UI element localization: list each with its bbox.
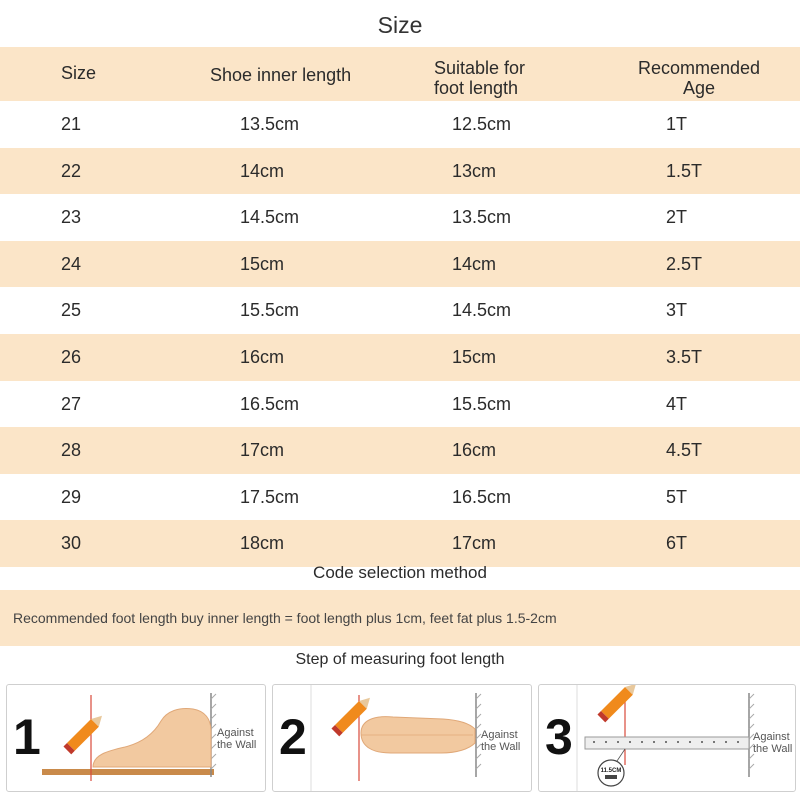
cell-foot-length: 14.5cm [452, 300, 512, 321]
step-panel-3 [538, 684, 796, 792]
cell-inner-length: 18cm [240, 533, 285, 554]
cell-inner-length: 16cm [240, 346, 285, 367]
table-row [0, 194, 800, 241]
wall-label: Against the Wall [753, 731, 793, 755]
cell-size: 22 [61, 160, 82, 181]
table-row [0, 520, 800, 567]
table-row [0, 427, 800, 474]
cell-foot-length: 17cm [452, 533, 497, 554]
header-recommended-age: Recommended Age [637, 58, 761, 98]
cell-age: 3T [666, 300, 688, 321]
cell-age: 5T [666, 486, 688, 507]
cell-size: 25 [61, 300, 82, 321]
cell-inner-length: 17.5cm [240, 486, 300, 507]
table-row [0, 101, 800, 148]
tip-band [0, 590, 800, 646]
cell-age: 4T [666, 393, 688, 414]
cell-foot-length: 16cm [452, 440, 497, 461]
cell-inner-length: 15cm [240, 253, 285, 274]
cell-foot-length: 13cm [452, 160, 497, 181]
cell-age: 3.5T [666, 346, 703, 367]
cell-foot-length: 13.5cm [452, 207, 512, 228]
cell-foot-length: 14cm [452, 253, 497, 274]
cell-inner-length: 14cm [240, 160, 285, 181]
cell-age: 6T [666, 533, 688, 554]
header-foot-length: Suitable for foot length [434, 58, 526, 98]
table-row [0, 381, 800, 428]
cell-size: 26 [61, 346, 82, 367]
header-inner-length: Shoe inner length [210, 65, 352, 85]
wall-label: Against the Wall [217, 727, 257, 751]
header-size: Size [61, 63, 97, 83]
step-number: 2 [279, 709, 307, 765]
cell-size: 30 [61, 533, 82, 554]
cell-size: 23 [61, 207, 82, 228]
cell-foot-length: 12.5cm [452, 114, 512, 134]
steps-title: Step of measuring foot length [295, 651, 505, 668]
cell-foot-length: 15cm [452, 346, 497, 367]
cell-inner-length: 17cm [240, 440, 285, 461]
table-row [0, 148, 800, 195]
cell-inner-length: 16.5cm [240, 393, 300, 414]
cell-age: 1T [666, 114, 688, 134]
cell-foot-length: 15.5cm [452, 393, 512, 414]
table-header-row [0, 47, 800, 101]
table-row [0, 287, 800, 334]
page-title: Size [377, 12, 423, 38]
cell-inner-length: 14.5cm [240, 207, 300, 228]
code-selection-title: Code selection method [313, 563, 487, 582]
cell-age: 2.5T [666, 253, 703, 274]
step-number: 3 [545, 709, 573, 765]
cell-size: 21 [61, 114, 82, 134]
cell-size: 29 [61, 486, 82, 507]
tip-text: Recommended foot length buy inner length = foot length plus 1cm, feet fat plus 1.5-2cm [13, 610, 557, 626]
ruler-reading: 11.5CM [600, 768, 622, 774]
cell-size: 24 [61, 253, 82, 274]
cell-age: 1.5T [666, 160, 703, 181]
wall-label: Against the Wall [481, 729, 521, 753]
table-row [0, 334, 800, 381]
cell-inner-length: 13.5cm [240, 114, 300, 134]
cell-age: 2T [666, 207, 688, 228]
cell-foot-length: 16.5cm [452, 486, 512, 507]
step-panel-1 [6, 684, 266, 792]
cell-age: 4.5T [666, 440, 703, 461]
cell-size: 27 [61, 393, 82, 414]
table-row [0, 474, 800, 521]
step-panel-2 [272, 684, 532, 792]
cell-inner-length: 15.5cm [240, 300, 300, 321]
step-number: 1 [13, 709, 41, 765]
size-table [0, 47, 800, 567]
table-row [0, 241, 800, 288]
cell-size: 28 [61, 440, 82, 461]
